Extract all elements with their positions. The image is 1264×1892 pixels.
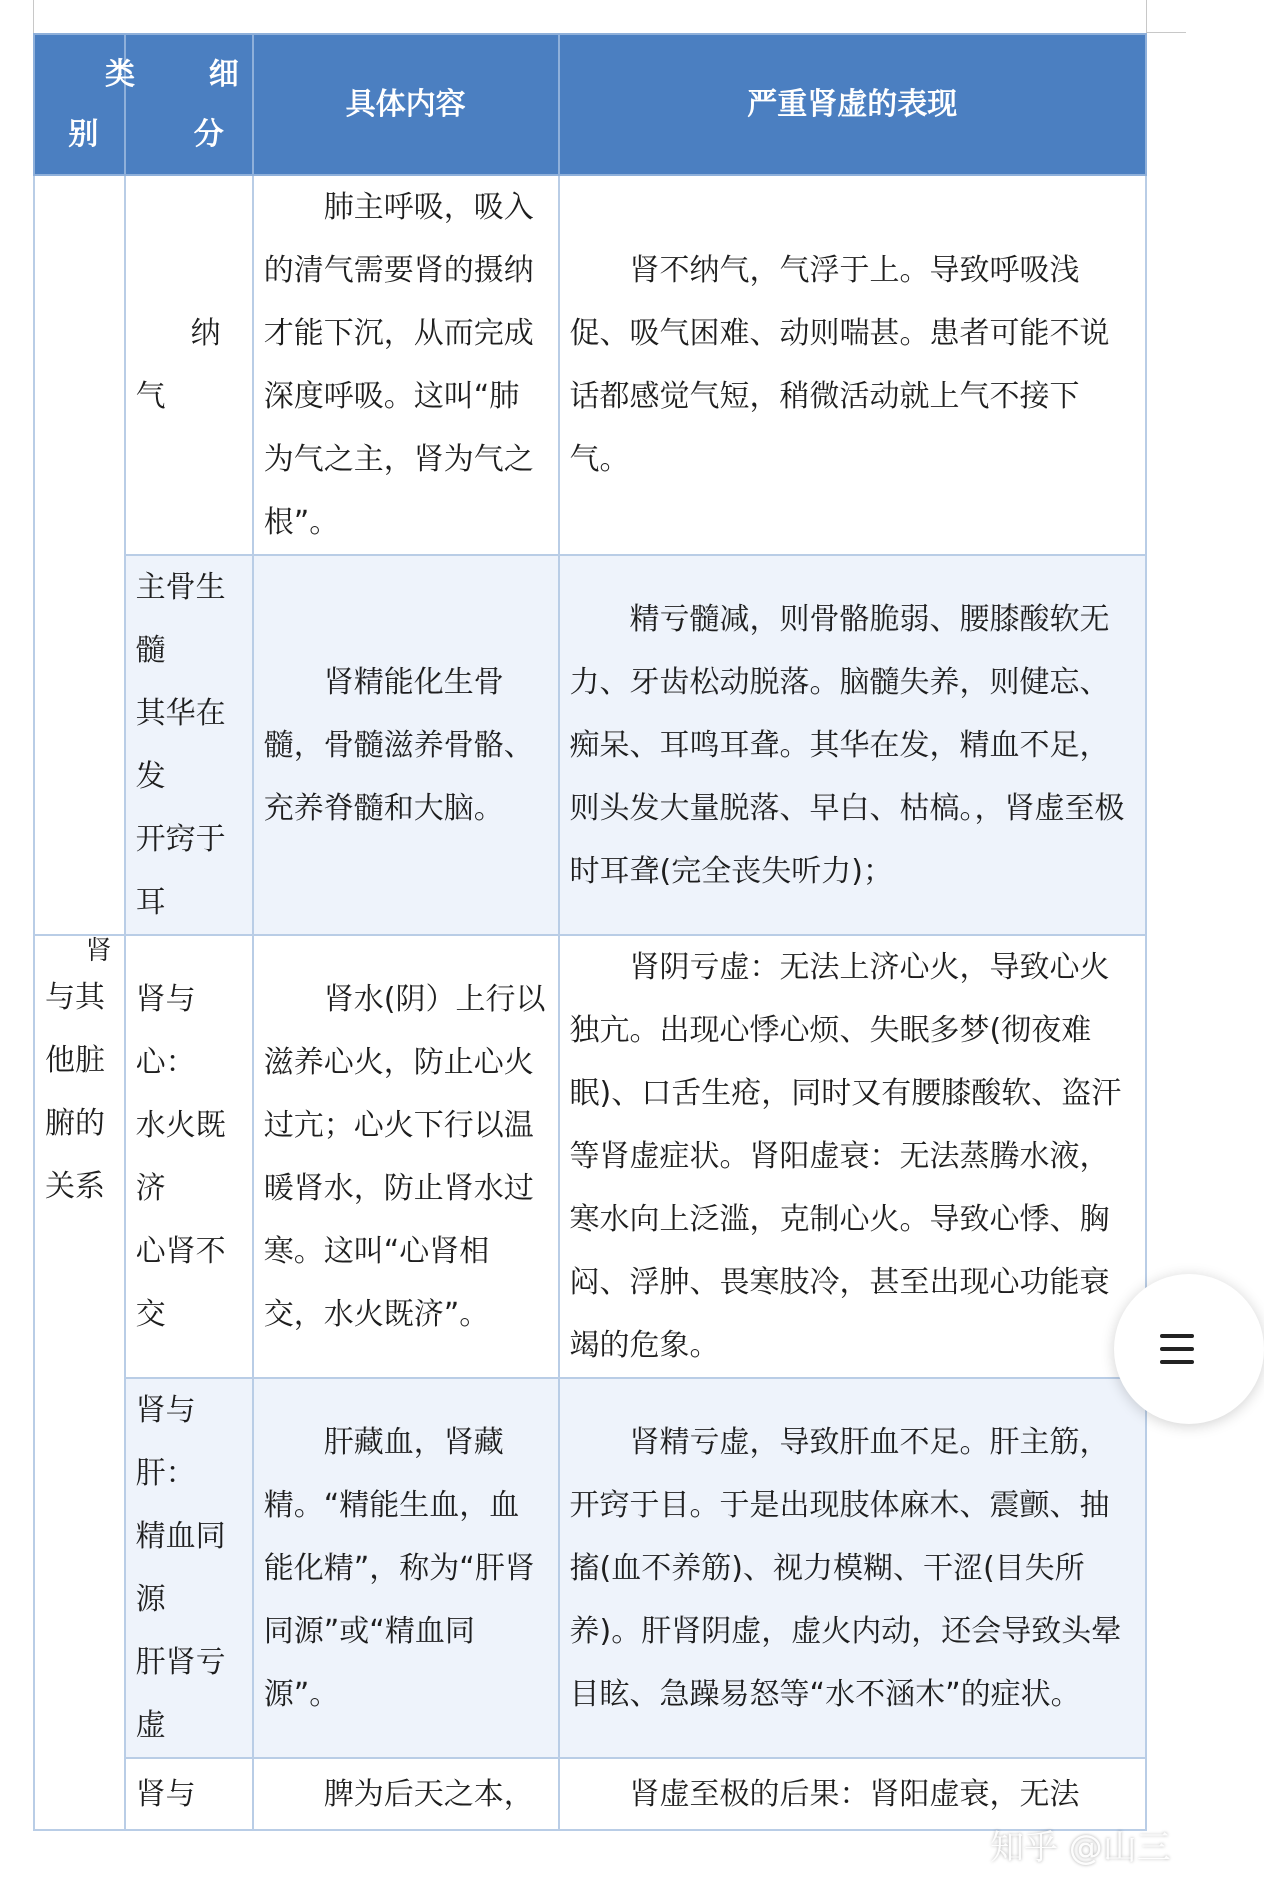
header-subcategory: 细 分: [125, 34, 253, 175]
page-edge: [1146, 32, 1186, 33]
subcategory-cell: 纳 气: [125, 175, 253, 555]
severe-cell: 肾虚至极的后果：肾阳虚衰，无法: [559, 1758, 1146, 1830]
subcategory-cell: 肾与: [125, 1758, 253, 1830]
category-cell: 肾 与其 他脏 腑的 关系: [34, 935, 125, 1830]
severe-cell: 精亏髓减，则骨骼脆弱、腰膝酸软无力、牙齿松动脱落。脑髓失养，则健忘、痴呆、耳鸣耳聋。其华在发，精血不足，则头发大量脱落、早白、枯槁。，肾虚至极时耳聋(完全丧失听力)；: [559, 555, 1146, 935]
category-cell: [34, 175, 125, 935]
content-cell: 脾为后天之本，: [253, 1758, 559, 1830]
watermark: 知乎 @山三: [990, 1828, 1171, 1868]
table-header-row: [34, 34, 1146, 175]
subcategory-cell: 肾与肝： 精血同源 肝肾亏虚: [125, 1378, 253, 1758]
severe-cell: 肾阴亏虚：无法上济心火，导致心火独亢。出现心悸心烦、失眠多梦(彻夜难眠)、口舌生疮，同时又有腰膝酸软、盗汗等肾虚症状。肾阳虚衰：无法蒸腾水液，寒水向上泛滥，克制心火。导致心悸、胸闷、浮肿、畏寒肢冷，甚至出现心功能衰竭的危象。: [559, 935, 1146, 1378]
subcategory-cell: 主骨生髓 其华在发 开窍于耳: [125, 555, 253, 935]
page-edge: [33, 0, 34, 34]
kidney-deficiency-table: [33, 33, 1147, 1831]
table-row: [34, 1378, 1146, 1758]
content-cell: 肺主呼吸，吸入的清气需要肾的摄纳才能下沉，从而完成深度呼吸。这叫“肺为气之主，肾为气之根”。: [253, 175, 559, 555]
content-cell: 肾精能化生骨髓，骨髓滋养骨骼、充养脊髓和大脑。: [253, 555, 559, 935]
floating-menu-button[interactable]: [1114, 1274, 1264, 1424]
severe-cell: 肾不纳气，气浮于上。导致呼吸浅促、吸气困难、动则喘甚。患者可能不说话都感觉气短，稍微活动就上气不接下气。: [559, 175, 1146, 555]
table-row: [34, 1758, 1146, 1830]
page-edge: [1146, 0, 1147, 34]
content-cell: 肝藏血，肾藏精。“精能生血，血能化精”，称为“肝肾同源”或“精血同源”。: [253, 1378, 559, 1758]
table-row: [34, 935, 1146, 1378]
hamburger-menu-icon: [1160, 1334, 1194, 1373]
table-row: [34, 175, 1146, 555]
header-severe: 严重肾虚的表现: [559, 34, 1146, 175]
header-category: 类 别: [34, 34, 125, 175]
severe-cell: 肾精亏虚，导致肝血不足。肝主筋，开窍于目。于是出现肢体麻木、震颤、抽搐(血不养筋)、视力模糊、干涩(目失所养)。肝肾阴虚，虚火内动，还会导致头晕目眩、急躁易怒等“水不涵木”的症状。: [559, 1378, 1146, 1758]
subcategory-cell: 肾与心： 水火既济 心肾不交: [125, 935, 253, 1378]
header-content: 具体内容: [253, 34, 559, 175]
table-row: [34, 555, 1146, 935]
content-cell: 肾水(阴）上行以滋养心火，防止心火过亢；心火下行以温暖肾水，防止肾水过寒。这叫“心肾相交，水火既济”。: [253, 935, 559, 1378]
